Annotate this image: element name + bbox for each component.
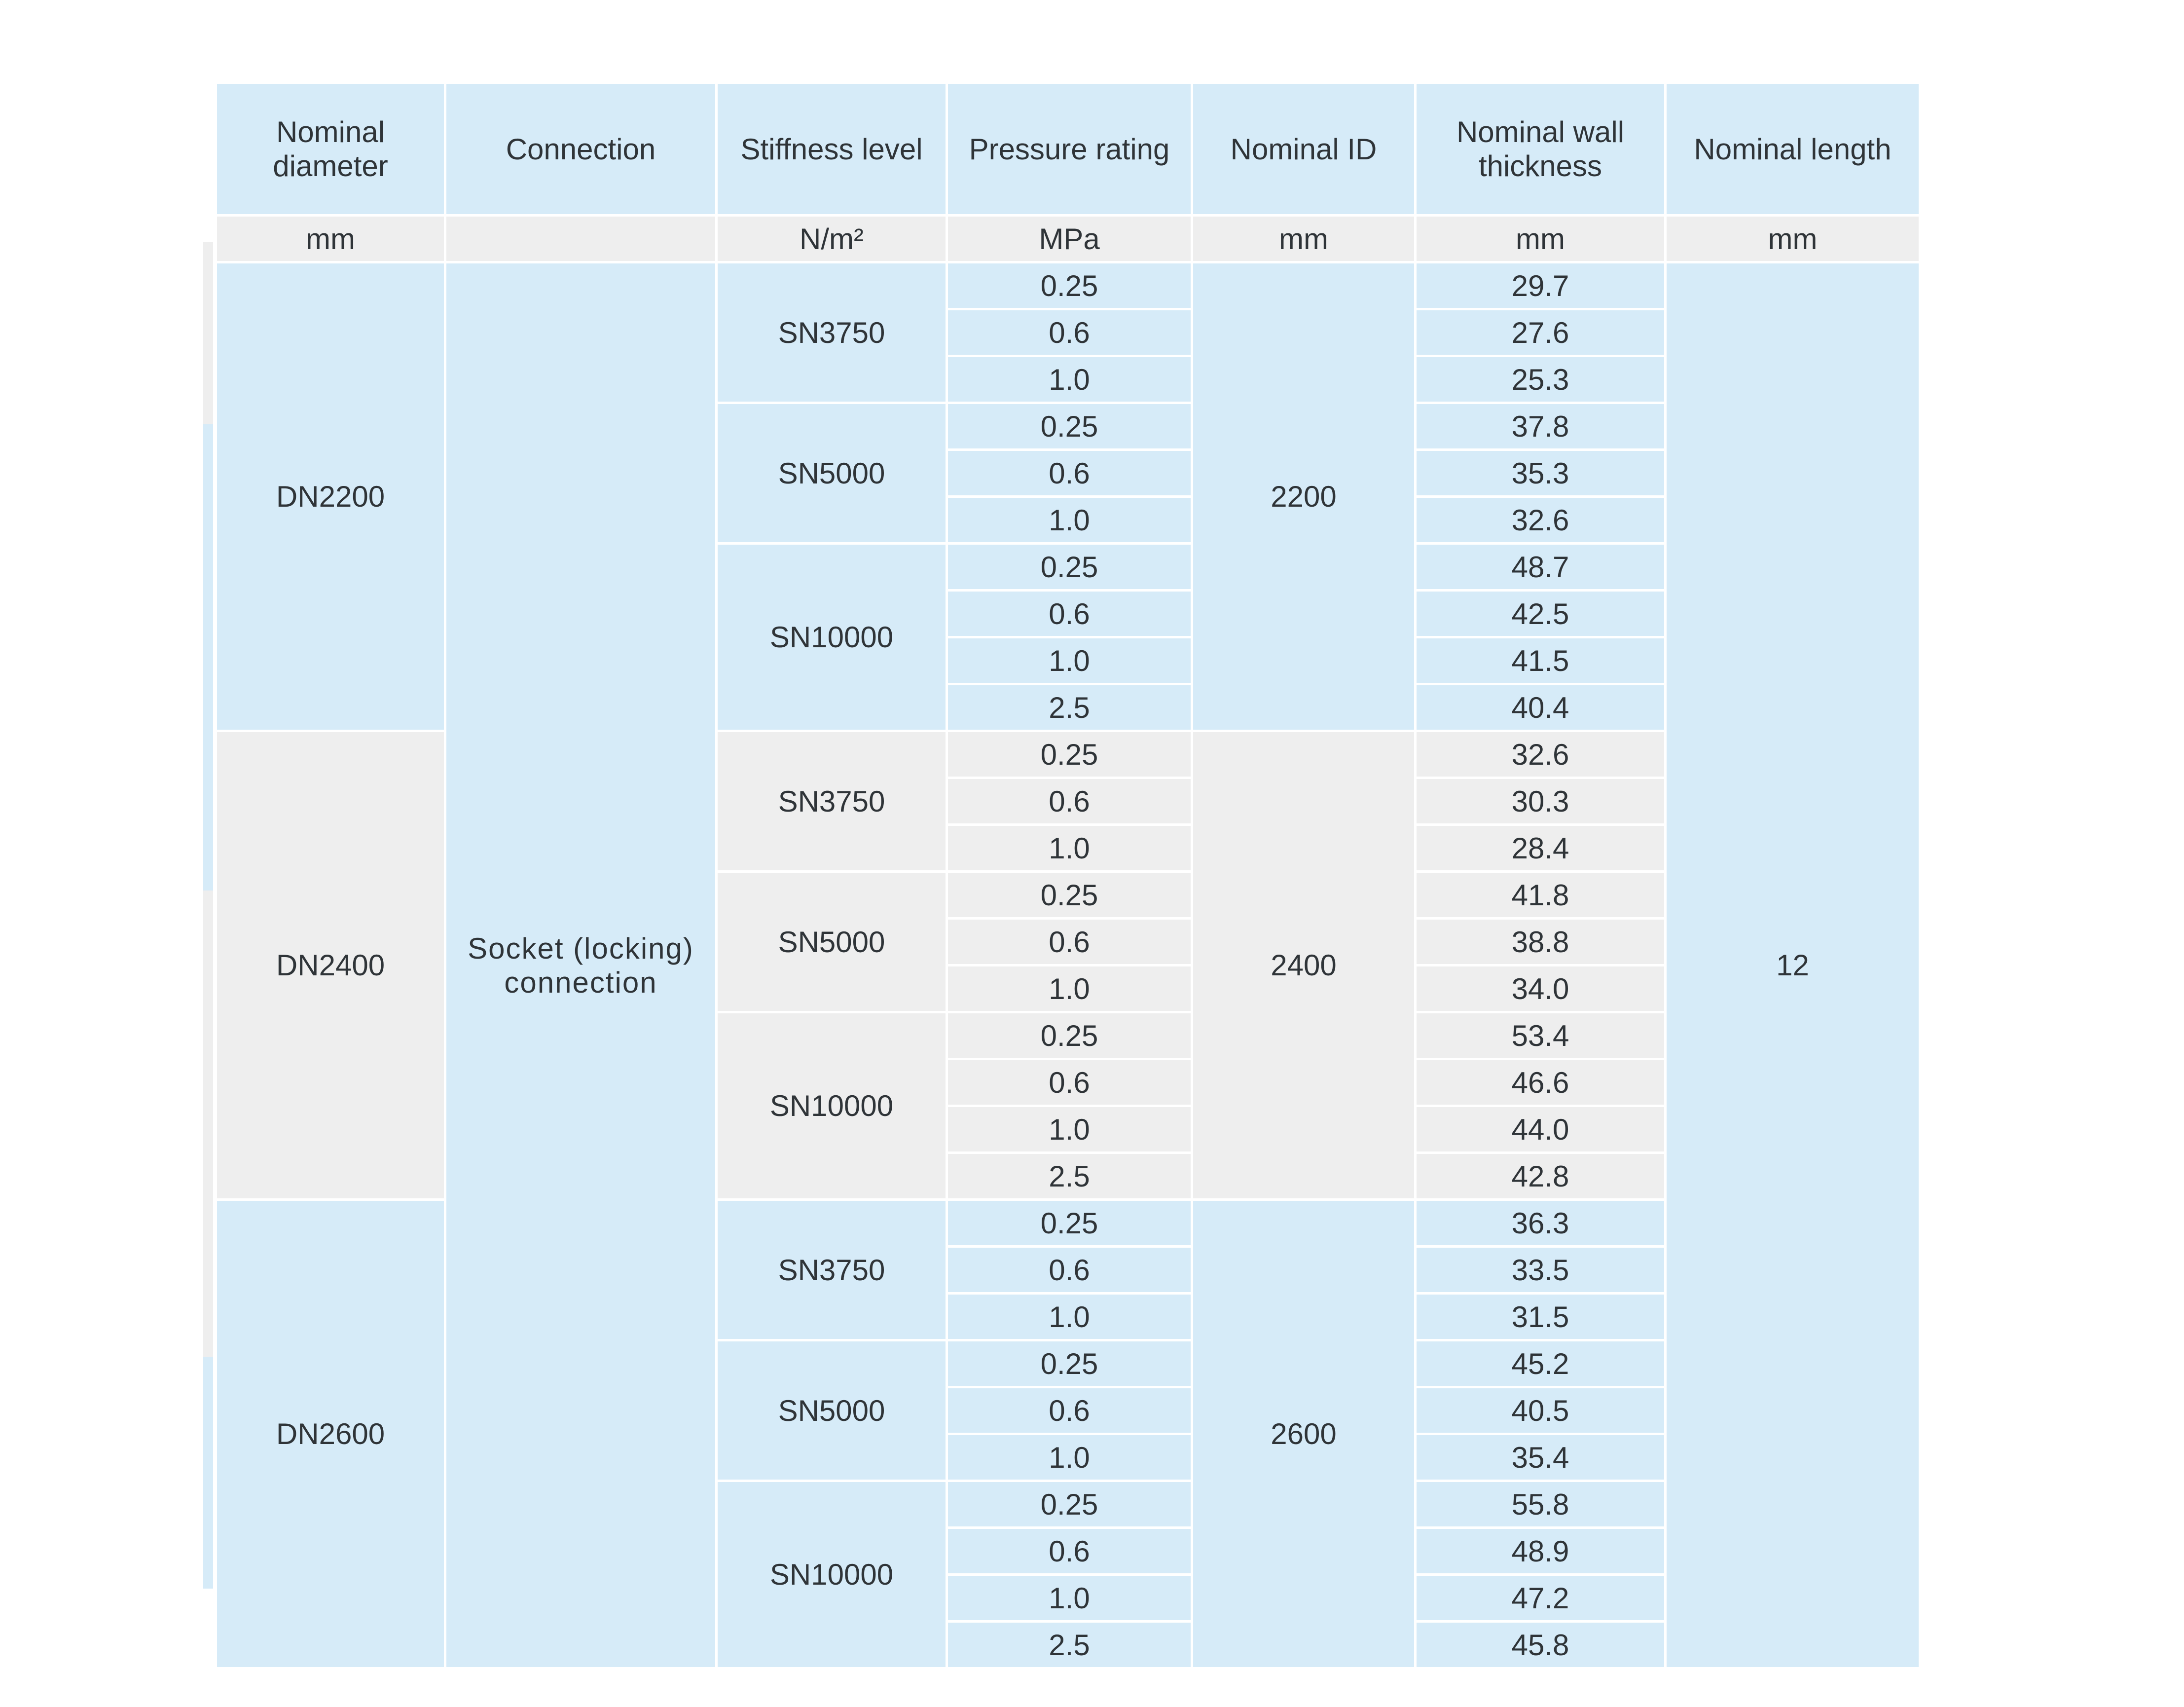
- wall-thickness-cell: 41.8: [1416, 872, 1666, 919]
- pressure-rating-cell: 0.6: [947, 1059, 1192, 1106]
- pipe-spec-table-container: [215, 81, 1919, 1670]
- unit-connection: [445, 216, 717, 262]
- header-pressure-rating: Pressure rating: [947, 83, 1192, 216]
- wall-thickness-cell: 38.8: [1416, 919, 1666, 965]
- wall-thickness-cell: 32.6: [1416, 497, 1666, 544]
- stiffness-level-cell: SN5000: [717, 1340, 947, 1481]
- nominal-length-cell: 12: [1666, 262, 1920, 1669]
- nominal-id-cell: 2200: [1192, 262, 1416, 731]
- pressure-rating-cell: 2.5: [947, 1622, 1192, 1669]
- wall-thickness-cell: 44.0: [1416, 1106, 1666, 1153]
- stiffness-level-cell: SN3750: [717, 731, 947, 872]
- left-edge-strip-bottom: [203, 1357, 213, 1589]
- stiffness-level-cell: SN10000: [717, 1012, 947, 1200]
- stiffness-level-cell: SN3750: [717, 262, 947, 403]
- wall-thickness-cell: 40.5: [1416, 1387, 1666, 1434]
- wall-thickness-cell: 37.8: [1416, 403, 1666, 450]
- pressure-rating-cell: 1.0: [947, 825, 1192, 872]
- pressure-rating-cell: 1.0: [947, 1106, 1192, 1153]
- nominal-diameter-cell: DN2600: [216, 1200, 445, 1669]
- header-row: [216, 83, 1920, 216]
- pressure-rating-cell: 1.0: [947, 1575, 1192, 1622]
- nominal-id-cell: 2600: [1192, 1200, 1416, 1669]
- wall-thickness-cell: 48.7: [1416, 544, 1666, 591]
- pressure-rating-cell: 0.6: [947, 309, 1192, 356]
- wall-thickness-cell: 48.9: [1416, 1528, 1666, 1575]
- header-connection: Connection: [445, 83, 717, 216]
- pressure-rating-cell: 0.25: [947, 1340, 1192, 1387]
- wall-thickness-cell: 53.4: [1416, 1012, 1666, 1059]
- unit-stiffness-level: N/m²: [717, 216, 947, 262]
- unit-nominal-wall-thickness: mm: [1416, 216, 1666, 262]
- pressure-rating-cell: 0.6: [947, 1528, 1192, 1575]
- pressure-rating-cell: 0.6: [947, 450, 1192, 497]
- wall-thickness-cell: 31.5: [1416, 1294, 1666, 1340]
- header-stiffness-level: Stiffness level: [717, 83, 947, 216]
- wall-thickness-cell: 40.4: [1416, 684, 1666, 731]
- wall-thickness-cell: 34.0: [1416, 965, 1666, 1012]
- unit-nominal-diameter: mm: [216, 216, 445, 262]
- nominal-diameter-cell: DN2400: [216, 731, 445, 1200]
- pressure-rating-cell: 2.5: [947, 1153, 1192, 1200]
- pressure-rating-cell: 0.6: [947, 919, 1192, 965]
- stiffness-level-cell: SN5000: [717, 403, 947, 544]
- unit-pressure-rating: MPa: [947, 216, 1192, 262]
- header-nominal-id: Nominal ID: [1192, 83, 1416, 216]
- wall-thickness-cell: 45.8: [1416, 1622, 1666, 1669]
- pressure-rating-cell: 1.0: [947, 1294, 1192, 1340]
- pressure-rating-cell: 0.6: [947, 1387, 1192, 1434]
- pressure-rating-cell: 1.0: [947, 497, 1192, 544]
- wall-thickness-cell: 35.4: [1416, 1434, 1666, 1481]
- pressure-rating-cell: 0.25: [947, 544, 1192, 591]
- unit-nominal-id: mm: [1192, 216, 1416, 262]
- header-nominal-wall-thickness: Nominal wall thickness: [1416, 83, 1666, 216]
- pressure-rating-cell: 1.0: [947, 1434, 1192, 1481]
- unit-nominal-length: mm: [1666, 216, 1920, 262]
- left-edge-strip-blue: [203, 424, 213, 891]
- stiffness-level-cell: SN3750: [717, 1200, 947, 1340]
- wall-thickness-cell: 42.5: [1416, 591, 1666, 637]
- pressure-rating-cell: 0.25: [947, 1481, 1192, 1528]
- wall-thickness-cell: 55.8: [1416, 1481, 1666, 1528]
- pressure-rating-cell: 1.0: [947, 965, 1192, 1012]
- pressure-rating-cell: 0.6: [947, 591, 1192, 637]
- wall-thickness-cell: 41.5: [1416, 637, 1666, 684]
- header-nominal-length: Nominal length: [1666, 83, 1920, 216]
- left-edge-strip-gray: [203, 891, 213, 1357]
- left-edge-strip-top: [203, 242, 213, 424]
- pressure-rating-cell: 1.0: [947, 356, 1192, 403]
- units-row: [216, 216, 1920, 262]
- pressure-rating-cell: 0.25: [947, 1012, 1192, 1059]
- wall-thickness-cell: 28.4: [1416, 825, 1666, 872]
- wall-thickness-cell: 33.5: [1416, 1247, 1666, 1294]
- stiffness-level-cell: SN10000: [717, 544, 947, 731]
- nominal-id-cell: 2400: [1192, 731, 1416, 1200]
- pressure-rating-cell: 2.5: [947, 684, 1192, 731]
- wall-thickness-cell: 32.6: [1416, 731, 1666, 778]
- pressure-rating-cell: 0.25: [947, 1200, 1192, 1247]
- pressure-rating-cell: 0.25: [947, 403, 1192, 450]
- wall-thickness-cell: 47.2: [1416, 1575, 1666, 1622]
- wall-thickness-cell: 30.3: [1416, 778, 1666, 825]
- wall-thickness-cell: 45.2: [1416, 1340, 1666, 1387]
- pressure-rating-cell: 0.25: [947, 262, 1192, 309]
- wall-thickness-cell: 27.6: [1416, 309, 1666, 356]
- wall-thickness-cell: 36.3: [1416, 1200, 1666, 1247]
- stiffness-level-cell: SN10000: [717, 1481, 947, 1669]
- wall-thickness-cell: 42.8: [1416, 1153, 1666, 1200]
- table-row: [216, 262, 1920, 309]
- stiffness-level-cell: SN5000: [717, 872, 947, 1012]
- pipe-spec-table: [215, 81, 1921, 1670]
- pressure-rating-cell: 0.25: [947, 731, 1192, 778]
- wall-thickness-cell: 25.3: [1416, 356, 1666, 403]
- wall-thickness-cell: 29.7: [1416, 262, 1666, 309]
- wall-thickness-cell: 46.6: [1416, 1059, 1666, 1106]
- pressure-rating-cell: 0.6: [947, 778, 1192, 825]
- pressure-rating-cell: 1.0: [947, 637, 1192, 684]
- pressure-rating-cell: 0.25: [947, 872, 1192, 919]
- connection-cell: Socket (locking) connection: [445, 262, 717, 1669]
- header-nominal-diameter: Nominal diameter: [216, 83, 445, 216]
- wall-thickness-cell: 35.3: [1416, 450, 1666, 497]
- pressure-rating-cell: 0.6: [947, 1247, 1192, 1294]
- nominal-diameter-cell: DN2200: [216, 262, 445, 731]
